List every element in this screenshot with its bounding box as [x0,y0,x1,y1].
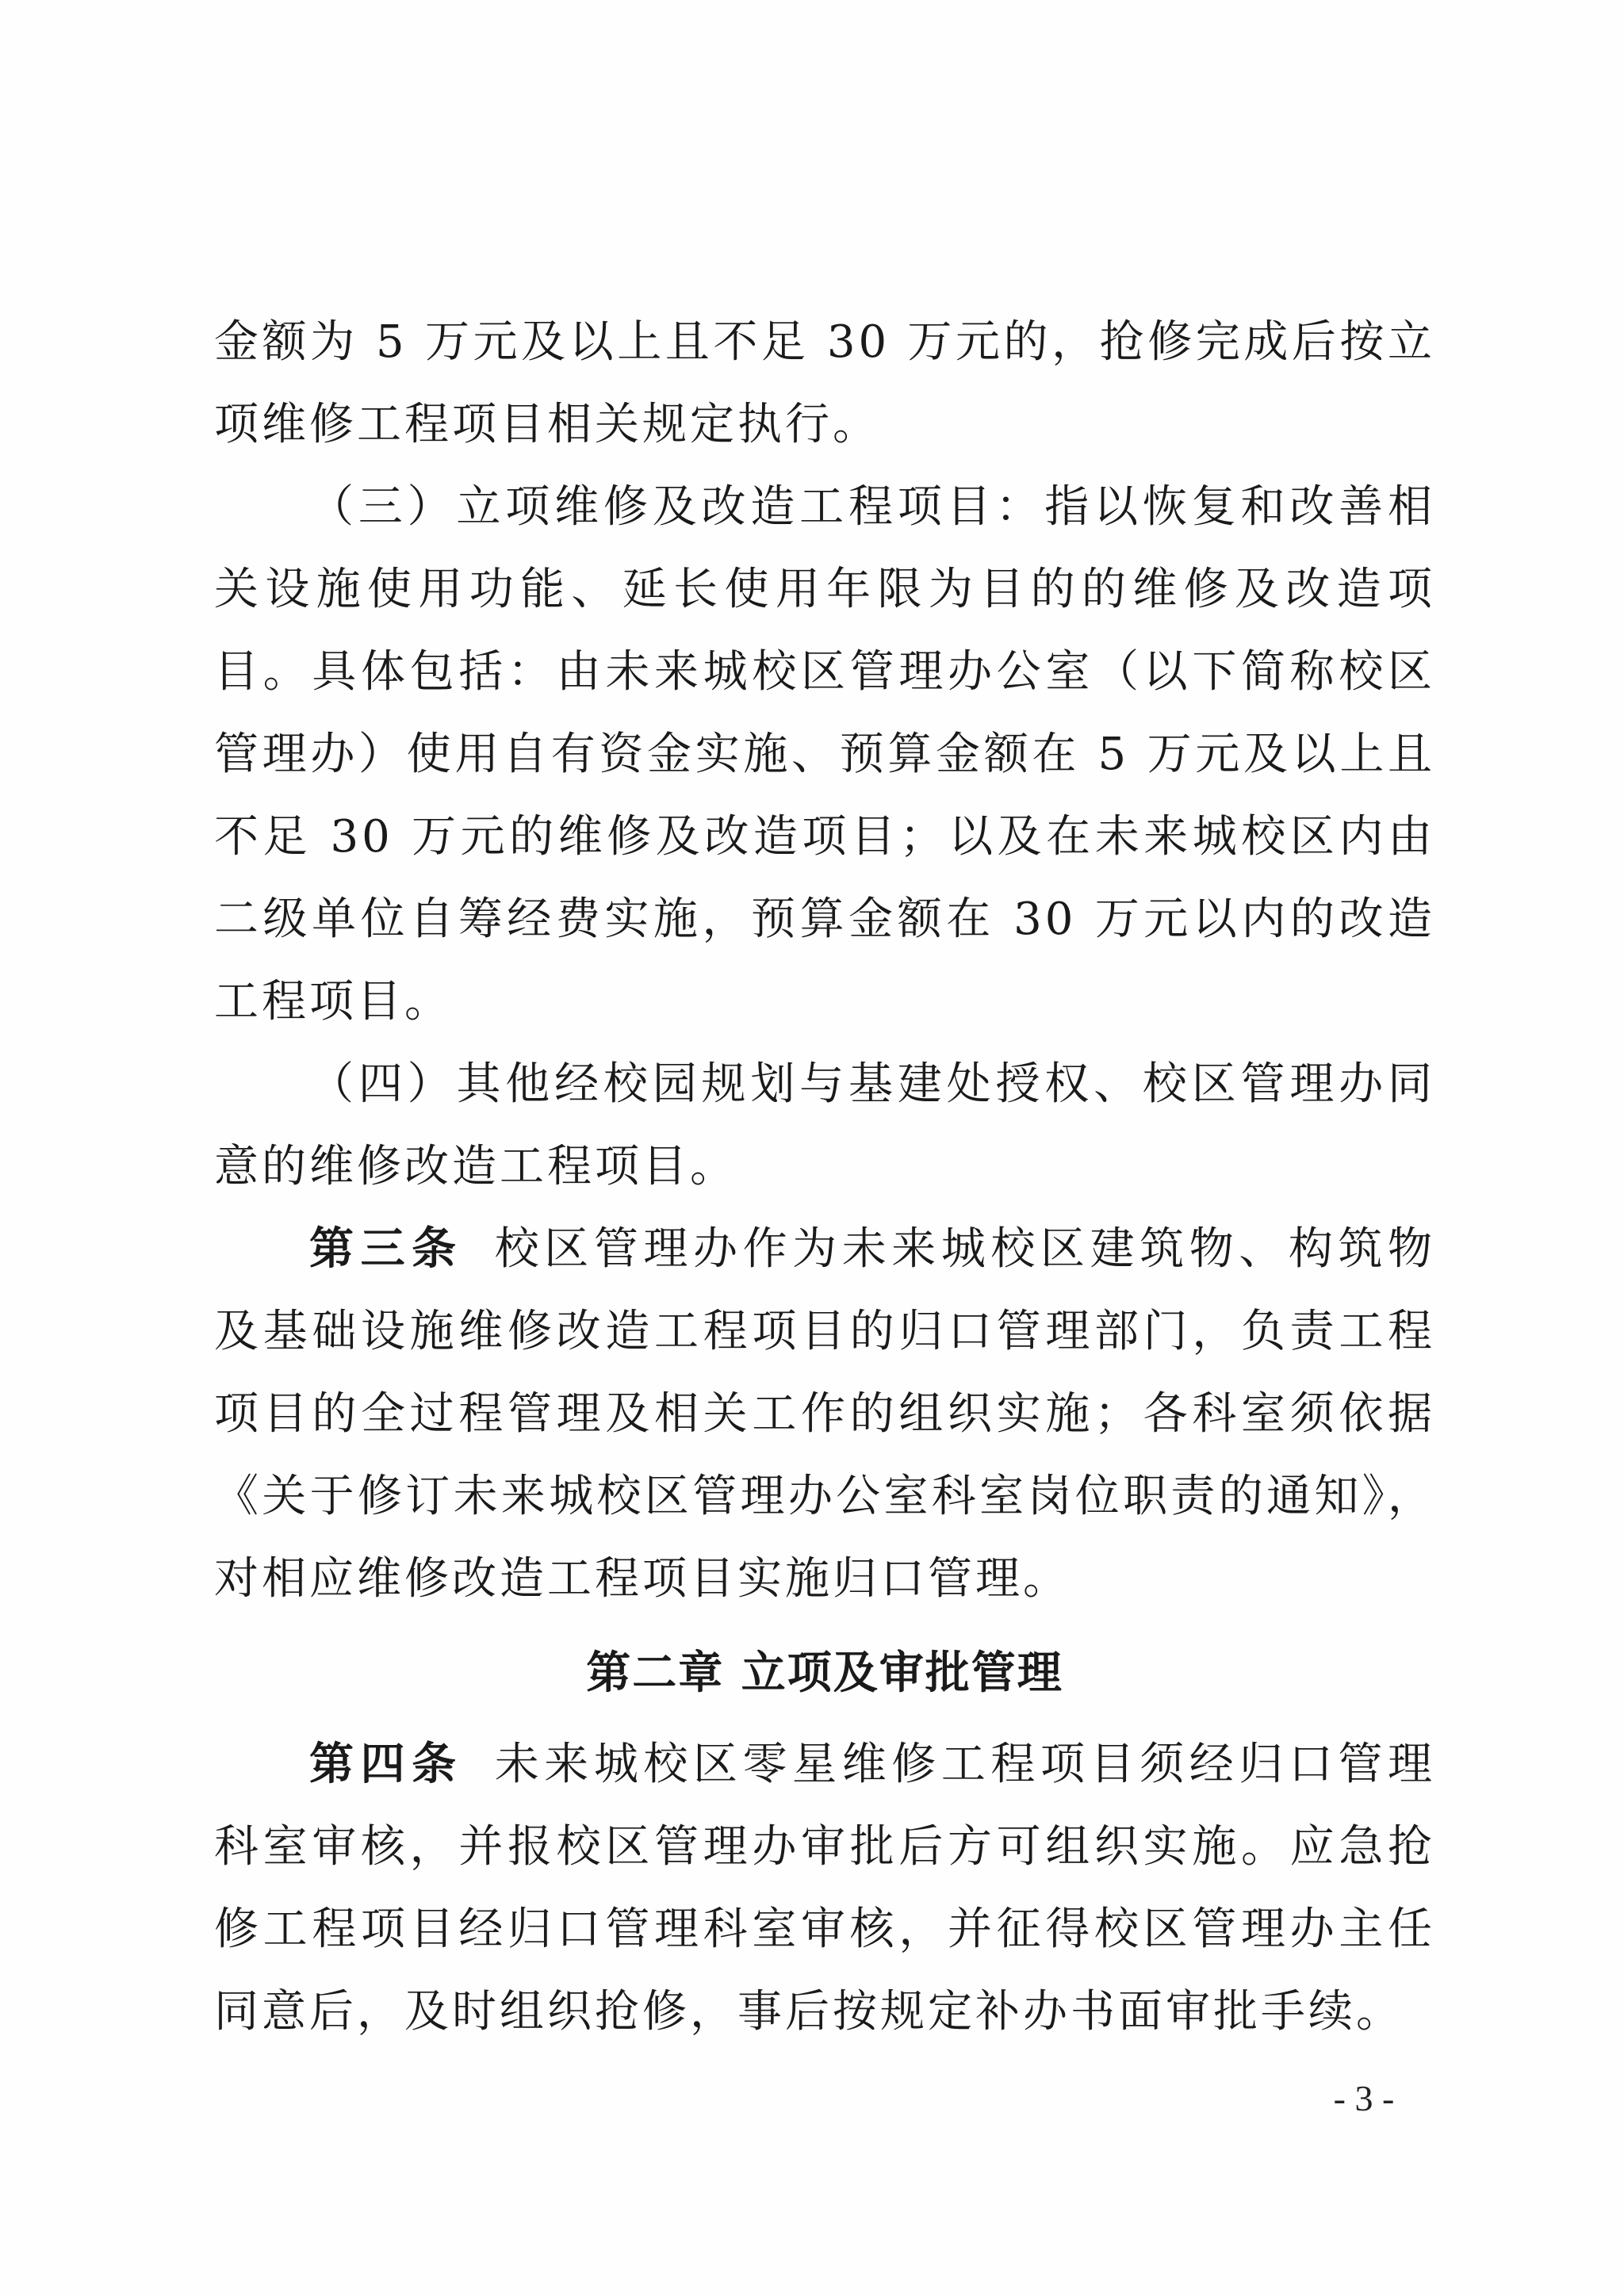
document-body [214,301,1435,2053]
paragraph-continuation: 金额为 5 万元及以上且不足 30 万元的，抢修完成后按立项维修工程项目相关规定执行。 [214,316,1435,450]
article-3-label: 第三条 [309,1223,463,1275]
article-4-label: 第四条 [309,1739,463,1790]
page-number: - 3 - [1333,2078,1395,2118]
article-3 [214,1208,1435,1621]
paragraph-item-3: （三）立项维修及改造工程项目：指以恢复和改善相关设施使用功能、延长使用年限为目的的维修及改造项目。具体包括：由未来城校区管理办公室（以下简称校区管理办）使用自有资金实施、预算金额在 5 万元及以上且不足 30 万元的维修及改造项目；以及在未来城校区内由二级单位自筹经费实施，预算金额在 30 万元以内的改造工程项目。 [214,481,1435,1027]
paragraph-item-4: （四）其他经校园规划与基建处授权、校区管理办同意的维修改造工程项目。 [214,1058,1435,1192]
article-4 [214,1724,1435,2053]
article-4-text: 未来城校区零星维修工程项目须经归口管理科室审核，并报校区管理办审批后方可组织实施。应急抢修工程项目经归口管理科室审核，并征得校区管理办主任同意后，及时组织抢修，事后按规定补办书面审批手续。 [214,1739,1436,2038]
chapter-title: 第二章 立项及审批管理 [586,1647,1063,1699]
article-3-text: 校区管理办作为未来城校区建筑物、构筑物及基础设施维修改造工程项目的归口管理部门，负责工程项目的全过程管理及相关工作的组织实施；各科室须依据《关于修订未来城校区管理办公室科室岗位职责的通知》，对相应维修改造工程项目实施归口管理。 [214,1223,1436,1605]
